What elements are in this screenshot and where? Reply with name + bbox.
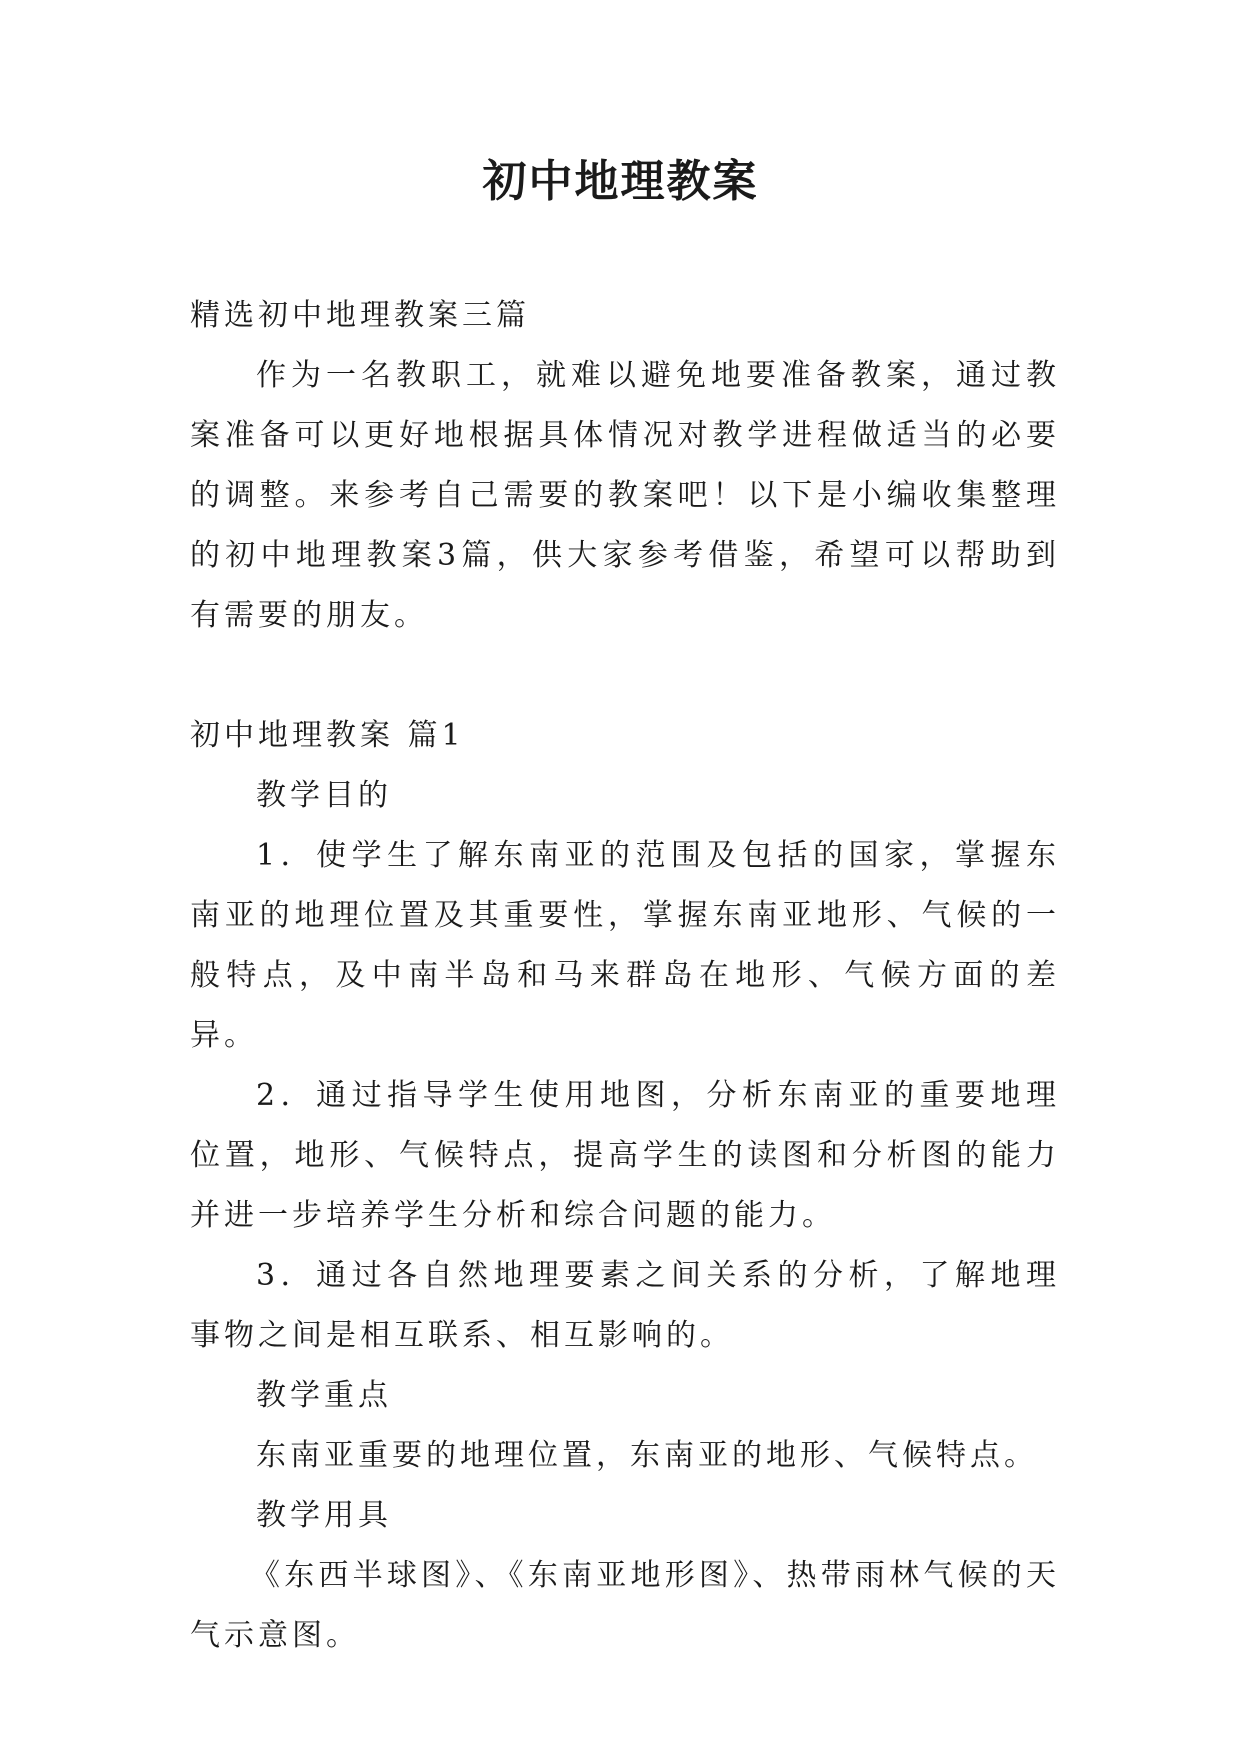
key-points-heading: 教学重点 xyxy=(256,1378,392,1413)
objective-1: 1．使学生了解东南亚的范围及包括的国家，掌握东南亚的地理位置及其重要性，掌握东南亚地形、气候的一般特点，及中南半岛和马来群岛在地形、气候方面的差异。 xyxy=(190,838,1060,1053)
objective-2: 2．通过指导学生使用地图，分析东南亚的重要地理位置，地形、气候特点，提高学生的读图和分析图的能力并进一步培养学生分析和综合问题的能力。 xyxy=(190,1078,1060,1233)
objective-3: 3．通过各自然地理要素之间关系的分析，了解地理事物之间是相互联系、相互影响的。 xyxy=(190,1258,1060,1353)
objectives-heading: 教学目的 xyxy=(256,778,392,813)
document-body xyxy=(190,286,1060,1666)
tools-heading: 教学用具 xyxy=(256,1498,392,1533)
document-title: 初中地理教案 xyxy=(482,156,759,207)
section-spacer xyxy=(190,646,1060,706)
document-subtitle: 精选初中地理教案三篇 xyxy=(190,298,530,333)
tools-text: 《东西半球图》、《东南亚地形图》、热带雨林气候的天气示意图。 xyxy=(190,1558,1060,1653)
section-heading: 初中地理教案 篇1 xyxy=(190,718,465,753)
intro-paragraph: 作为一名教职工，就难以避免地要准备教案，通过教案准备可以更好地根据具体情况对教学进程做适当的必要的调整。来参考自己需要的教案吧！以下是小编收集整理的初中地理教案3篇，供大家参考借鉴，希望可以帮助到有需要的朋友。 xyxy=(190,358,1060,633)
key-points: 东南亚重要的地理位置，东南亚的地形、气候特点。 xyxy=(256,1438,1038,1473)
